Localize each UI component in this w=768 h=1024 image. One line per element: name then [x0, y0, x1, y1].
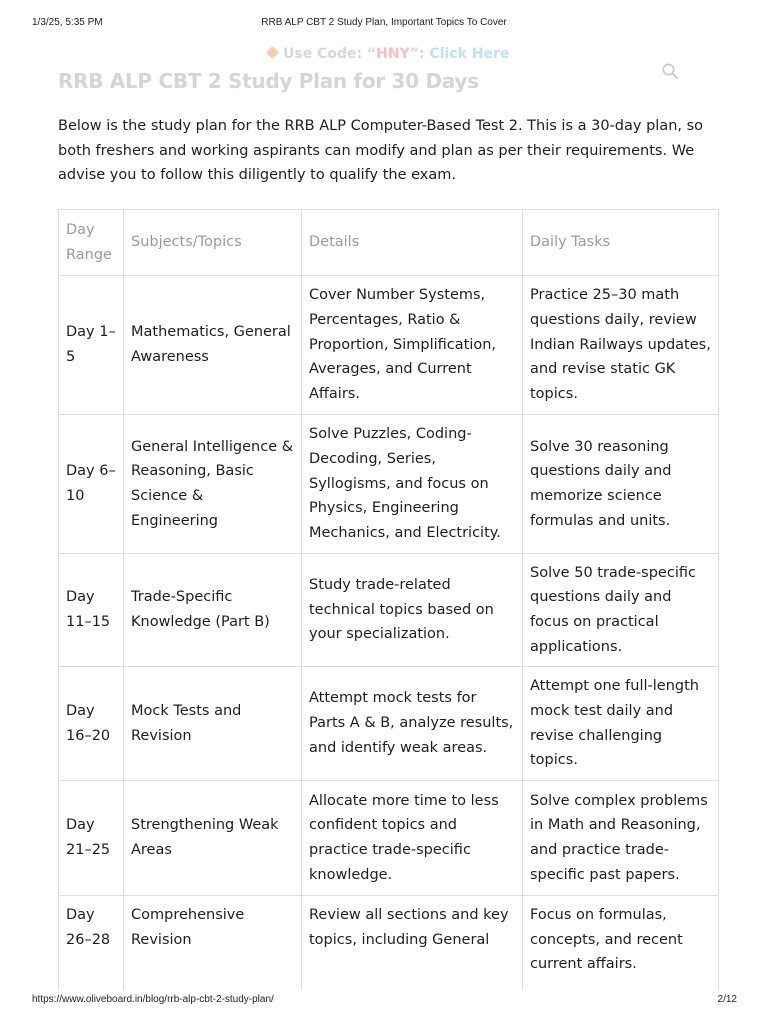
- print-title: RRB ALP CBT 2 Study Plan, Important Topics To Cover: [261, 17, 507, 28]
- page-number: 2/12: [717, 994, 737, 1005]
- cell-details: Cover Number Systems, Percentages, Ratio & Proportion, Simplification, Averages, and Current Affairs.: [302, 276, 523, 415]
- cell-subject: Mock Tests and Revision: [124, 667, 302, 781]
- cell-details: Review all sections and key topics, including General: [302, 896, 523, 991]
- cell-tasks: Focus on formulas, concepts, and recent current affairs.: [523, 896, 719, 991]
- page-url[interactable]: https://www.oliveboard.in/blog/rrb-alp-cbt-2-study-plan/: [32, 994, 274, 1005]
- cell-day: Day 16–20: [59, 667, 124, 781]
- promo-prefix: Use Code: “: [283, 46, 377, 62]
- intro-paragraph: Below is the study plan for the RRB ALP Computer-Based Test 2. This is a 30-day plan, so both freshers and working aspirants can modify and plan as per their requirements. We advise you to follow this diligently to qualify the exam.: [58, 118, 704, 183]
- cell-day: Day 11–15: [59, 554, 124, 667]
- cell-details: Attempt mock tests for Parts A & B, analyze results, and identify weak areas.: [302, 667, 523, 781]
- cell-tasks: Solve complex problems in Math and Reasoning, and practice trade-specific past papers.: [523, 781, 719, 896]
- cell-subject: Comprehensive Revision: [124, 896, 302, 991]
- table-header-row: [59, 210, 719, 276]
- cell-details: Solve Puzzles, Coding-Decoding, Series, Syllogisms, and focus on Physics, Engineering Mechanics, and Electricity.: [302, 415, 523, 554]
- cell-details: Study trade-related technical topics based on your specialization.: [302, 554, 523, 667]
- article-heading: RRB ALP CBT 2 Study Plan for 30 Days: [58, 69, 479, 93]
- table-row: [59, 781, 719, 896]
- cell-day: Day 1–5: [59, 276, 124, 415]
- promo-link[interactable]: Click Here: [429, 46, 510, 62]
- header-day-range: Day Range: [59, 210, 124, 276]
- header-details: Details: [302, 210, 523, 276]
- table-row: [59, 554, 719, 667]
- table-row: [59, 415, 719, 554]
- cell-details: Allocate more time to less confident topics and practice trade-specific knowledge.: [302, 781, 523, 896]
- cell-subject: General Intelligence & Reasoning, Basic Science & Engineering: [124, 415, 302, 554]
- table-row: [59, 667, 719, 781]
- promo-code: HNY: [376, 46, 410, 62]
- cell-day: Day 6–10: [59, 415, 124, 554]
- print-footer: [0, 994, 768, 1008]
- cell-day: Day 26–28: [59, 896, 124, 991]
- print-date: 1/3/25, 5:35 PM: [32, 17, 103, 28]
- cell-tasks: Practice 25–30 math questions daily, review Indian Railways updates, and revise static GK topics.: [523, 276, 719, 415]
- table-row: [59, 276, 719, 415]
- study-plan-table: [58, 209, 719, 990]
- table-row: [59, 896, 719, 991]
- cell-subject: Trade-Specific Knowledge (Part B): [124, 554, 302, 667]
- header-daily-tasks: Daily Tasks: [523, 210, 719, 276]
- cell-subject: Mathematics, General Awareness: [124, 276, 302, 415]
- cell-tasks: Solve 30 reasoning questions daily and memorize science formulas and units.: [523, 415, 719, 554]
- promo-suffix: ”:: [409, 46, 430, 62]
- header-subjects: Subjects/Topics: [124, 210, 302, 276]
- cell-tasks: Attempt one full-length mock test daily and revise challenging topics.: [523, 667, 719, 781]
- cell-subject: Strengthening Weak Areas: [124, 781, 302, 896]
- cell-tasks: Solve 50 trade-specific questions daily and focus on practical applications.: [523, 554, 719, 667]
- cell-day: Day 21–25: [59, 781, 124, 896]
